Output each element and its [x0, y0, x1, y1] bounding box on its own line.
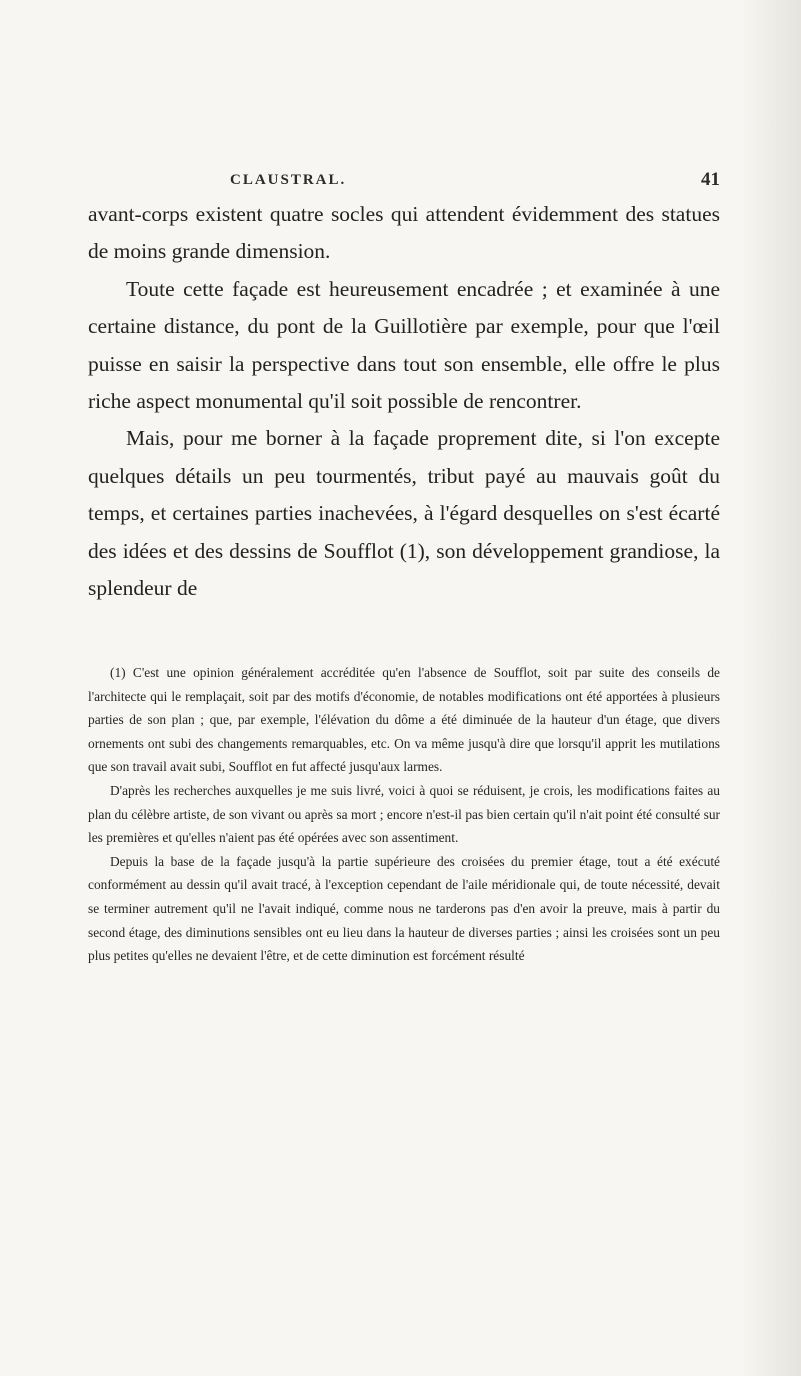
page-edge-shadow — [741, 0, 801, 1376]
footnote-paragraph: Depuis la base de la façade jusqu'à la partie supérieure des croisées du premier étage, tout a été exécuté conformément au dessin qu'il avait tracé, à l'exception cependant de l'aile méridionale qui, de toute nécessité, devait se terminer autrement qu'il ne l'avait indiqué, comme nous ne tarderons pas d'en avoir la preuve, mais à partir du second étage, des diminutions sensibles ont eu lieu dans la hauteur de diverses parties ; ainsi les croisées sont un peu plus petites qu'elles ne devaient l'être, et de cette diminution est forcément résulté — [88, 853, 720, 964]
body-paragraph: Mais, pour me borner à la façade proprement dite, si l'on excepte quelques détails un peu tourmentés, tribut payé au mauvais goût du temps, et certaines parties inachevées, à l'égard desquelles on s'est écarté des idées et des dessins de Soufflot (1), son développement grandiose, la splendeur de — [88, 426, 720, 601]
footnote-paragraph: D'après les recherches auxquelles je me suis livré, voici à quoi se réduisent, je crois, les modifications faites au plan du célèbre artiste, de son vivant ou après sa mort ; encore n'est-il pas bien certain qu'il n'ait point été consulté sur les premières et qu'elles n'aient pas été opérées avec son assentiment. — [88, 782, 720, 846]
main-text — [88, 196, 720, 607]
page-number: 41 — [701, 169, 720, 190]
running-head: CLAUSTRAL. — [230, 172, 347, 188]
footnotes — [88, 661, 720, 968]
body-paragraph: avant-corps existent quatre socles qui attendent évidemment des statues de moins grande dimension. — [88, 202, 720, 264]
page-header — [140, 169, 720, 196]
footnote-paragraph: (1) C'est une opinion généralement accréditée qu'en l'absence de Soufflot, soit par suite des conseils de l'architecte qui le remplaçait, soit par des motifs d'économie, de notables modifications ont été apportées à plusieurs parties de son plan ; que, par exemple, l'élévation du dôme a été diminuée de la hauteur d'un étage, que divers ornements ont subi des changements remarquables, etc. On va même jusqu'à dire que lorsqu'il apprit les mutilations que son travail avait subi, Soufflot en fut affecté jusqu'aux larmes. — [88, 665, 720, 775]
body-paragraph: Toute cette façade est heureusement encadrée ; et examinée à une certaine distance, du pont de la Guillotière par exemple, pour que l'œil puisse en saisir la perspective dans tout son ensemble, elle offre le plus riche aspect monumental qu'il soit possible de rencontrer. — [88, 276, 720, 414]
